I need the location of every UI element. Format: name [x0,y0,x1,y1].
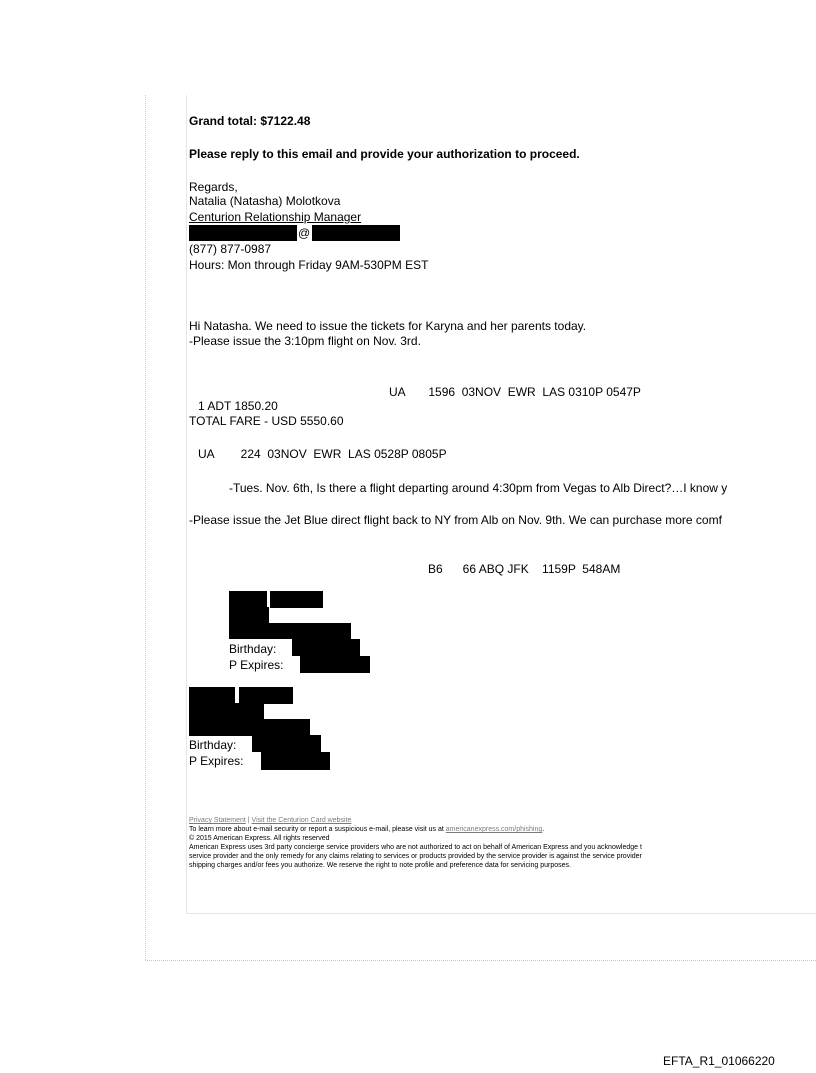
redaction-box [270,591,323,608]
reply-jetblue-request: -Please issue the Jet Blue direct flight back to NY from Alb on Nov. 9th. We can purchase more comf [189,513,722,527]
flight-segment-1: UA 1596 03NOV EWR LAS 0310P 0547P [389,385,641,399]
redaction-box [229,623,351,639]
bates-number: EFTA_R1_01066220 [663,1054,775,1068]
email-frame-left [186,95,188,913]
reply-line-1: Hi Natasha. We need to issue the tickets for Karyna and her parents today. [189,319,587,333]
redaction-box [189,719,310,736]
centurion-website-link[interactable]: Visit the Centurion Card website [251,817,352,824]
footer-disclaimer-line-1: American Express uses 3rd party concierge service providers who are not authorized to act on behalf of American Express and you acknowledge t [189,844,642,851]
signature-regards: Regards, [189,180,238,194]
footer-learn-more-end: . [542,826,545,833]
privacy-statement-link[interactable]: Privacy Statement [189,817,246,824]
signature-phone: (877) 877-0987 [189,242,272,256]
footer-learn-more: To learn more about e-mail security or report a suspicious e-mail, please visit us at [189,826,446,833]
redaction-box [189,703,264,719]
reply-tuesday-question: -Tues. Nov. 6th, Is there a flight departing around 4:30pm from Vegas to Alb Direct?…I know y [229,481,728,495]
redaction-box [261,752,330,770]
redaction-box [312,225,400,241]
footer-copyright: © 2015 American Express. All rights reserved [189,835,330,842]
passenger-1-expires-label: P Expires: [229,658,284,672]
redaction-box [189,225,297,241]
redaction-box [239,687,293,704]
redaction-box [252,735,321,752]
flight-segment-3: B6 66 ABQ JFK 1159P 548AM [428,562,621,576]
reply-line-2: -Please issue the 3:10pm flight on Nov. 3rd. [189,334,421,348]
signature-name: Natalia (Natasha) Molotkova [189,194,341,208]
signature-title: Centurion Relationship Manager [189,210,362,224]
passenger-2-birthday-label: Birthday: [189,738,237,752]
flight-segment-2: UA 224 03NOV EWR LAS 0528P 0805P [198,447,447,461]
document-frame-bottom [145,960,816,962]
redaction-box [189,687,235,704]
authorization-request: Please reply to this email and provide your authorization to proceed. [189,147,580,161]
document-frame-left [145,95,147,960]
email-frame-bottom [186,913,816,915]
footer-link-separator: | [245,817,252,824]
footer-security-note [189,825,544,834]
signature-hours: Hours: Mon through Friday 9AM-530PM EST [189,258,429,272]
passenger-2-expires-label: P Expires: [189,754,244,768]
redaction-box [300,656,370,673]
passenger-1-birthday-label: Birthday: [229,642,277,656]
fare-line: 1 ADT 1850.20 [198,399,278,413]
redaction-box [292,639,360,656]
signature-email-at: @ [298,226,311,240]
redaction-box [229,591,267,608]
grand-total: Grand total: $7122.48 [189,114,311,128]
redaction-box [229,607,269,623]
footer-links [189,816,351,825]
total-fare: TOTAL FARE - USD 5550.60 [189,414,344,428]
phishing-link[interactable]: americanexpress.com/phishing [445,826,543,833]
footer-disclaimer-line-2: service provider and the only remedy for any claims relating to services or products provided by the service provider is against the service provider [189,853,642,860]
footer-disclaimer-line-3: shipping charges and/or fees you authorize. We reserve the right to note profile and preference data for servicing purposes. [189,862,571,869]
